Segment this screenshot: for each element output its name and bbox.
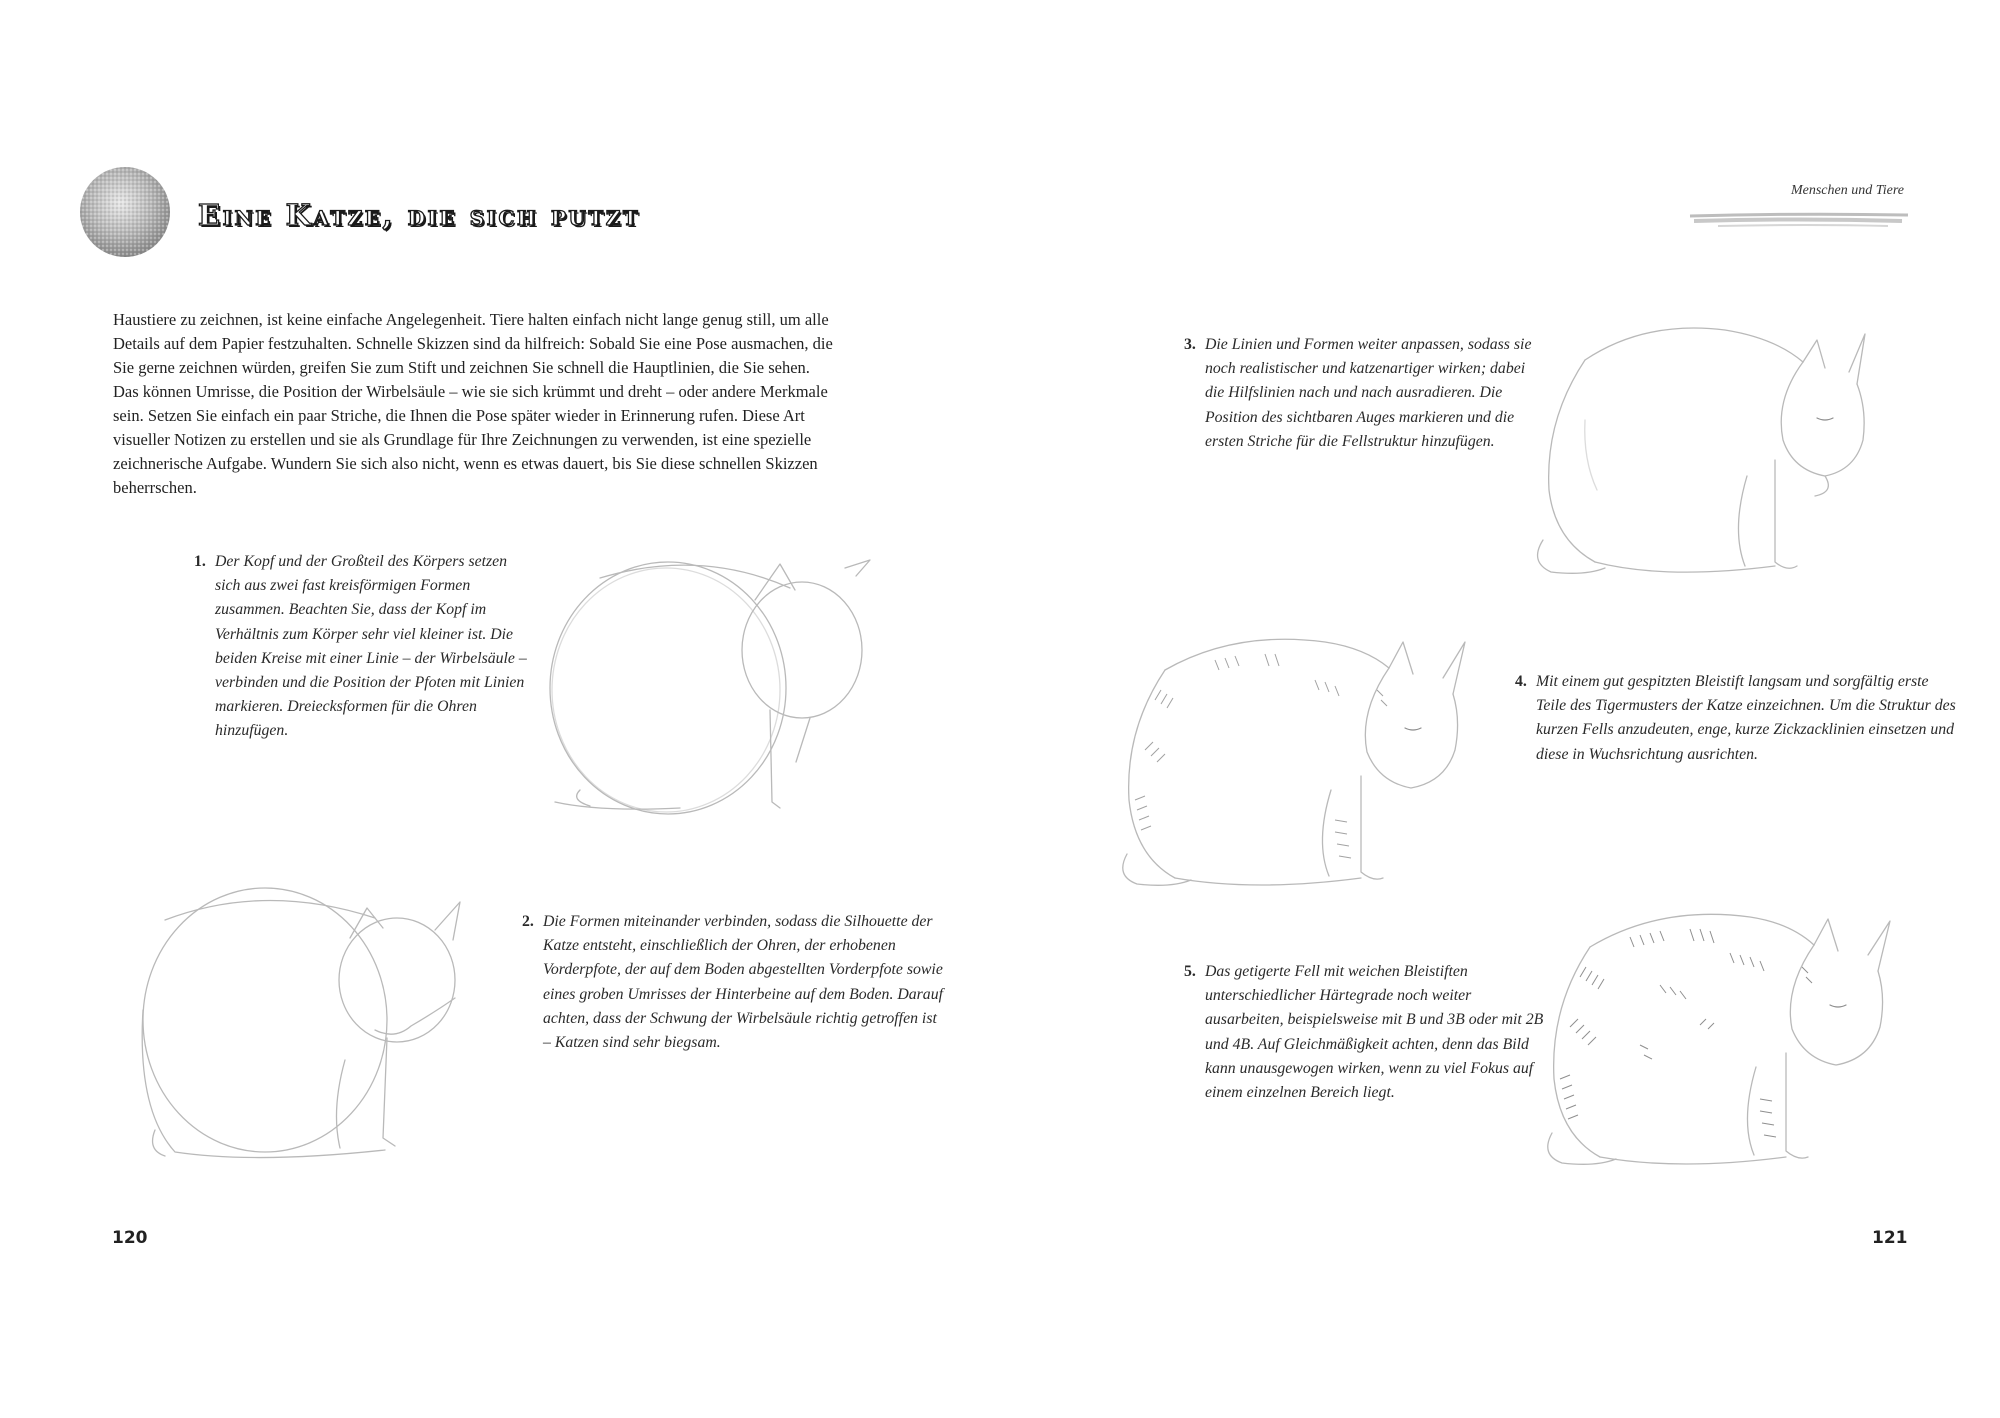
step-number: 4. <box>1515 673 1527 690</box>
pencil-sketch-step-5-icon <box>1540 895 1900 1185</box>
intro-paragraph: Haustiere zu zeichnen, ist keine einfache Angelegenheit. Tiere halten einfach nicht lange genug still, um alle Details auf dem Papier festzuhalten. Schnelle Skizzen sind da hilfreich: Sobald Sie eine Pose ausmachen, die Sie gerne zeichnen würden, greifen Sie zum Stift und zeichnen Sie schnell die Hauptlinien, die Sie sehen. Das können Umrisse, die Position der Wirbelsäule – wie sie sich krümmt und dreht – oder andere Merkmale sein. Setzen Sie einfach ein paar Striche, die Ihnen die Pose später wieder in Erinnerung rufen. Diese Art visueller Notizen zu erstellen und sie als Grundlage für Ihre Zeichnungen zu verwenden, ist eine spezielle zeichnerische Aufgabe. Wundern Sie sich also nicht, wenn es etwas dauert, bis Sie diese schnellen Skizzen beherrschen. <box>113 310 833 497</box>
running-header: Menschen und Tiere <box>1790 183 1904 198</box>
pencil-sketch-step-2-icon <box>135 880 480 1170</box>
pencil-sketch-step-1-icon <box>540 540 890 830</box>
step-5 <box>1184 960 1545 1105</box>
page-number-left: 120 <box>112 1228 148 1248</box>
step-number: 5. <box>1184 963 1196 980</box>
step-text: Die Formen miteinander verbinden, sodass die Silhouette der Katze entsteht, einschließlich der Ohren, der erhobenen Vorderpfote, der auf dem Boden abgestellten Vorderpfote sowie eines groben Umrisses der Hinterbeine auf dem Boden. Darauf achten, dass der Schwung der Wirbelsäule richtig getroffen ist – Katzen sind sehr biegsam. <box>543 913 943 1052</box>
pencil-sketch-step-3-icon <box>1525 300 1875 590</box>
pencil-rule-icon <box>1688 210 1910 232</box>
step-1 <box>194 550 535 744</box>
step-3 <box>1184 333 1545 454</box>
step-number: 2. <box>522 913 534 930</box>
step-text: Der Kopf und der Großteil des Körpers setzen sich aus zwei fast kreisförmigen Formen zusammen. Beachten Sie, dass der Kopf im Verhältnis zum Körper sehr viel kleiner ist. Die beiden Kreise mit einer Linie – der Wirbelsäule – verbinden und die Position der Pfoten mit Linien markieren. Dreiecksformen für die Ohren hinzufügen. <box>215 553 527 740</box>
step-4 <box>1515 670 1956 767</box>
page-number-right: 121 <box>1872 1228 1908 1248</box>
graphite-circle-icon <box>78 165 172 259</box>
step-text: Das getigerte Fell mit weichen Bleistiften unterschiedlicher Härtegrade noch weiter ausarbeiten, beispielsweise mit B und 3B oder mit 2B und 4B. Auf Gleichmäßigkeit achten, denn das Bild kann unausgewogen wirken, wenn zu viel Fokus auf einem einzelnen Bereich liegt. <box>1205 963 1544 1102</box>
step-number: 3. <box>1184 336 1196 353</box>
page-title: Eine Katze, die sich putzt <box>198 198 641 232</box>
step-number: 1. <box>194 553 206 570</box>
step-2 <box>522 910 948 1055</box>
pencil-sketch-step-4-icon <box>1115 620 1475 900</box>
step-text: Die Linien und Formen weiter anpassen, sodass sie noch realistischer und katzenartiger wirken; dabei die Hilfslinien nach und nach ausradieren. Die Position des sichtbaren Auges markieren und die ersten Striche für die Fellstruktur hinzufügen. <box>1205 336 1532 450</box>
step-text: Mit einem gut gespitzten Bleistift langsam und sorgfältig erste Teile des Tigermusters der Katze einzeichnen. Um die Struktur des kurzen Fells anzudeuten, enge, kurze Zickzacklinien einsetzen und diese in Wuchsrichtung ausrichten. <box>1536 673 1956 763</box>
